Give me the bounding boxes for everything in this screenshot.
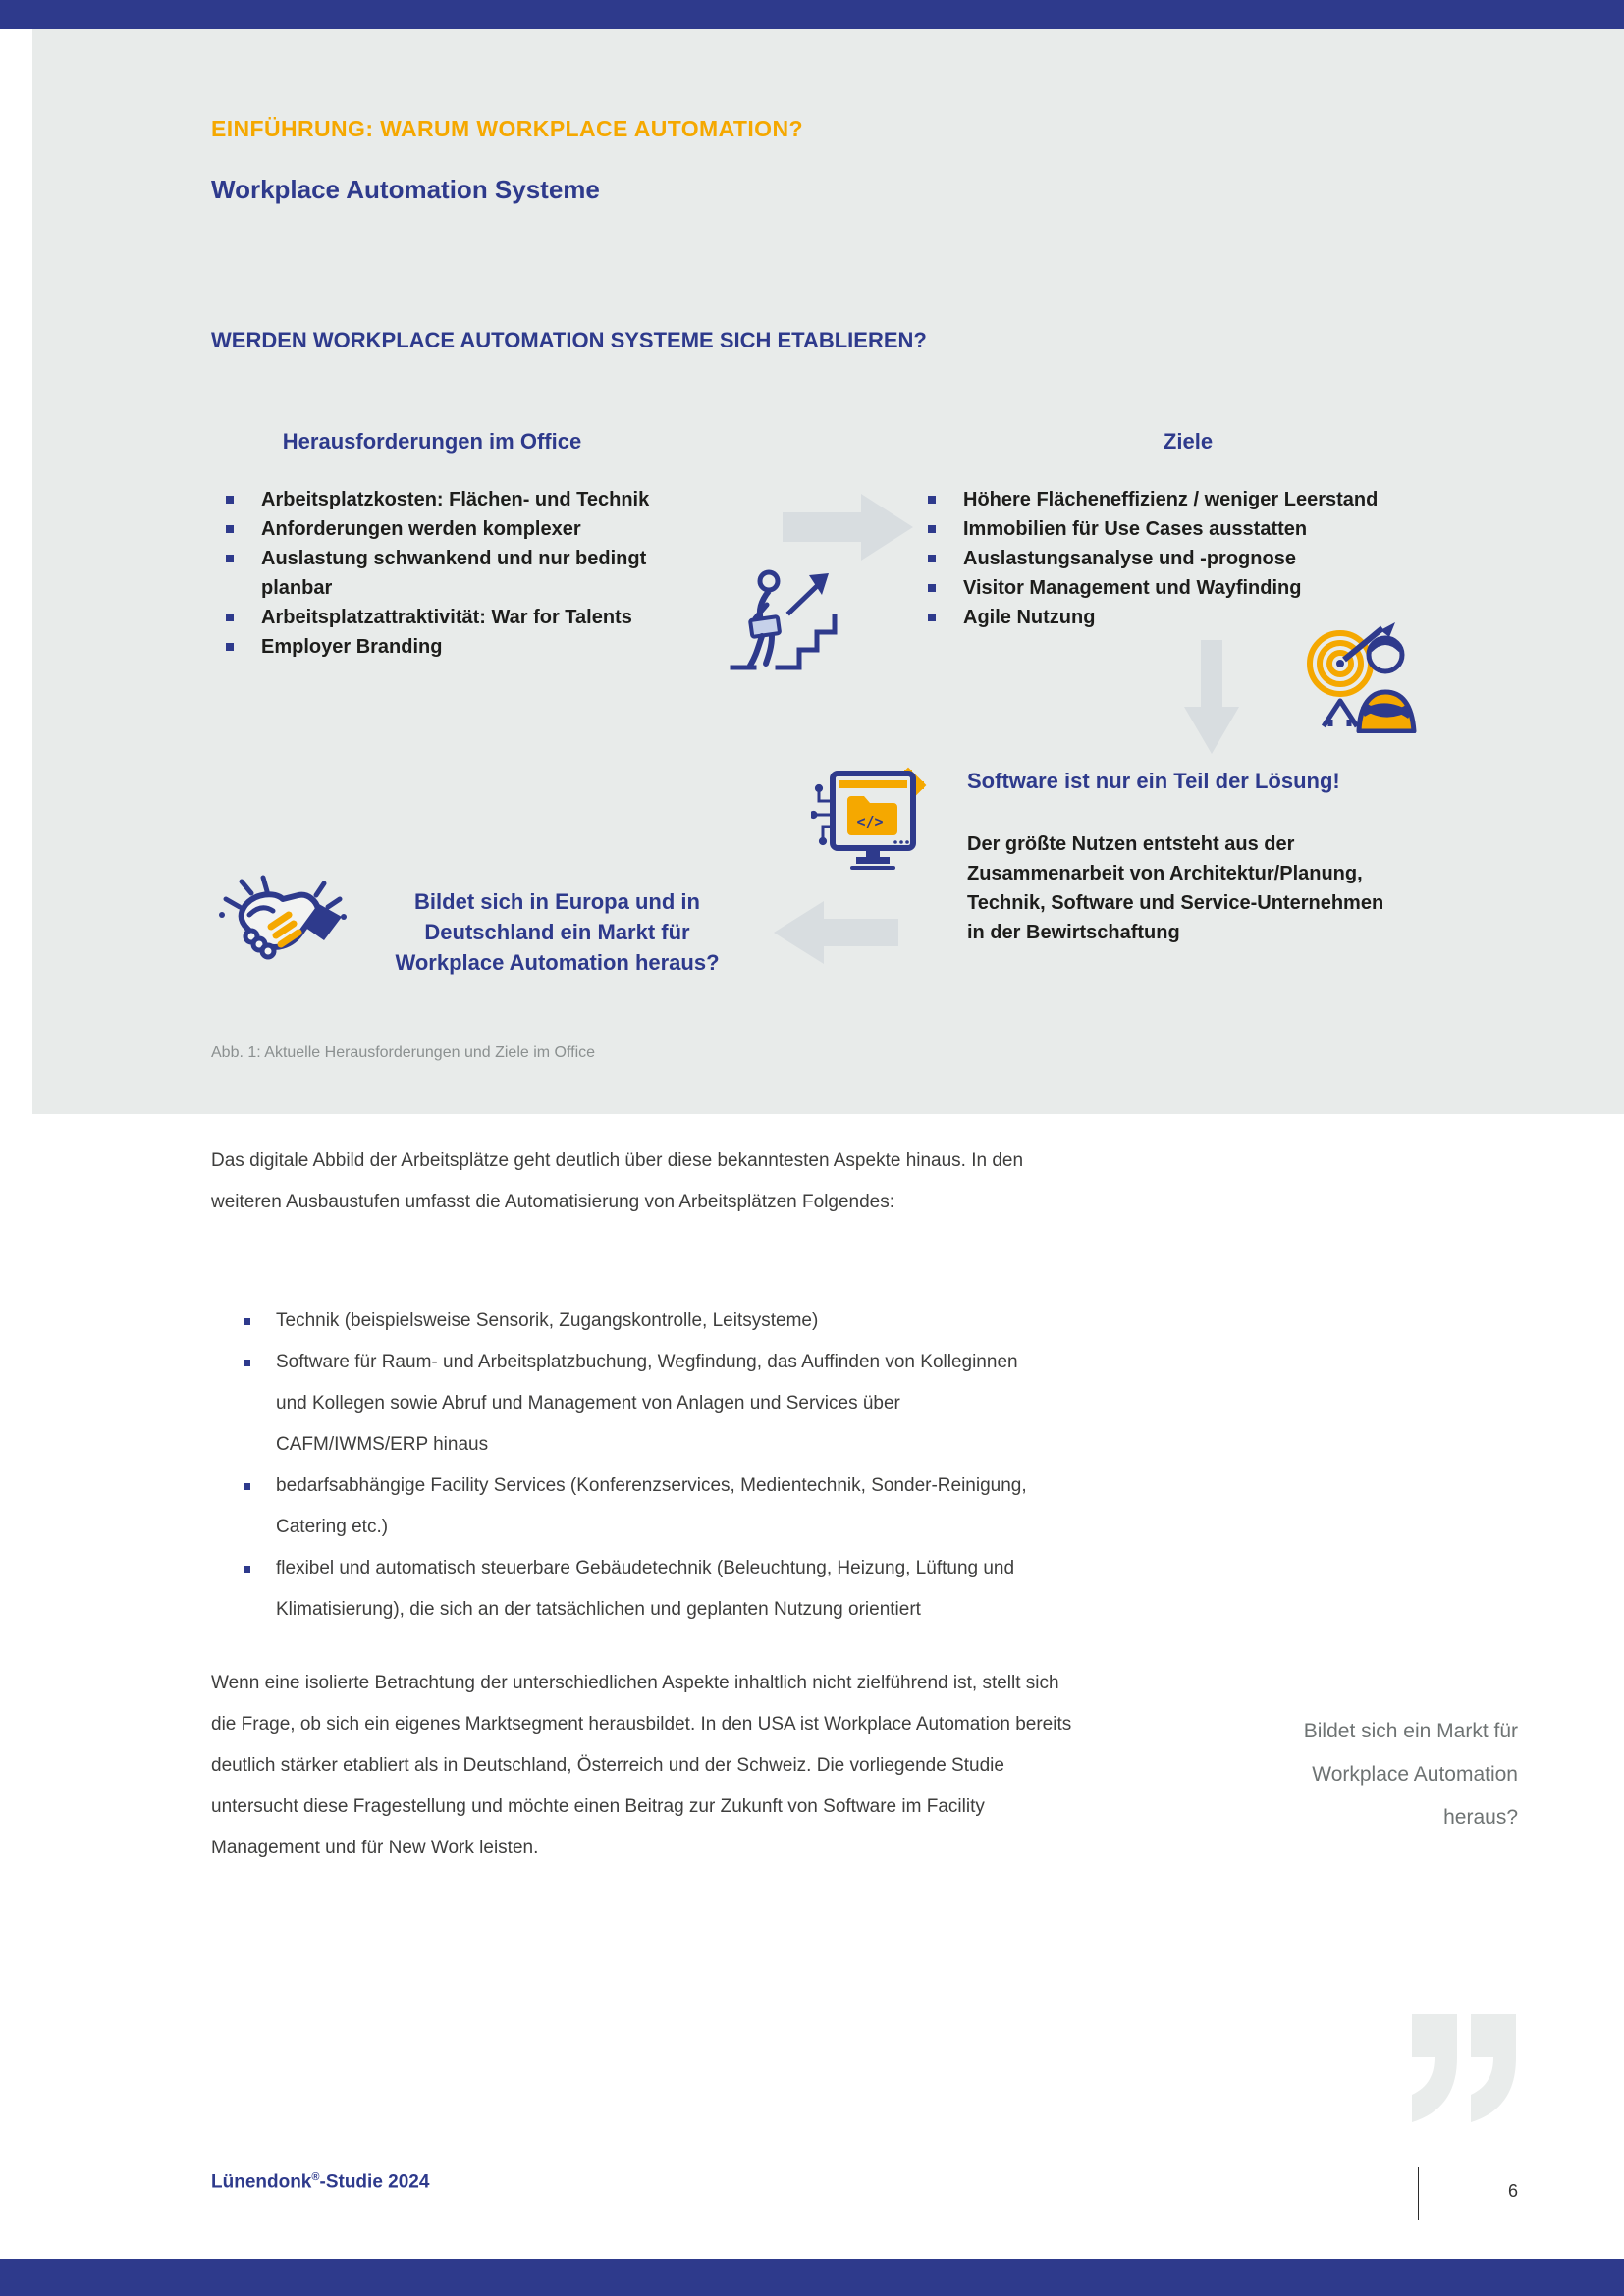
list-item-label: Höhere Flächeneffizienz / weniger Leerstand [963,489,1379,510]
bullet-square-icon [928,525,936,533]
body-paragraph-2: Wenn eine isolierte Betrachtung der unterschiedlichen Aspekte inhaltlich nicht zielführend ist, stellt sich die Frage, ob sich ein eigenes Marktsegment herausbildet. In den USA ist Workplace Automation bereits deutlich stärker etabliert als in Deutschland, Österreich und der Schweiz. Die vorliegende Studie untersucht diese Fragestellung und möchte einen Beitrag zur Zukunft von Software im Facility Management und für New Work leisten. [211,1673,1072,1858]
software-note-body: Der größte Nutzen entsteht aus der Zusammenarbeit von Architektur/Planung, Technik, Software und Service-Unternehmen in der Bewirtschaftung [967,833,1384,943]
list-item [928,573,1438,603]
brand-name: Lünendonk [211,2171,312,2193]
registered-mark: ® [311,2171,320,2183]
list-item [226,544,654,603]
bullet-square-icon [244,1566,250,1573]
body-bullet-list [244,1301,1029,1630]
list-item-label: Arbeitsplatzattraktivität: War for Talents [261,607,632,628]
goals-list [928,485,1438,632]
list-item-label: Agile Nutzung [963,607,1096,628]
bottom-brand-bar [0,2259,1624,2296]
list-item-label: Auslastung schwankend und nur bedingt planbar [261,548,647,599]
list-item [928,514,1438,544]
list-item [928,485,1438,514]
list-item-label: Auslastungsanalyse und -prognose [963,548,1296,569]
page-number: 6 [1507,2181,1518,2201]
bullet-square-icon [928,496,936,504]
bullet-square-icon [928,584,936,592]
figure-question-heading: WERDEN WORKPLACE AUTOMATION SYSTEME SICH ETABLIEREN? [211,328,927,352]
list-item [244,1466,1029,1548]
right-arrow-icon [783,494,913,561]
list-item-label: Visitor Management und Wayfinding [963,577,1302,599]
target-person-icon [1298,620,1423,733]
bullet-square-icon [244,1360,250,1366]
list-item-label: bedarfsabhängige Facility Services (Konferenzservices, Medientechnik, Sonder-Reinigung, Catering etc.) [276,1475,1027,1537]
top-brand-bar [0,0,1624,29]
bullet-square-icon [226,643,234,651]
list-item-label: flexibel und automatisch steuerbare Gebäudetechnik (Beleuchtung, Heizung, Lüftung und Klimatisierung), die sich an der tatsächlichen und geplanten Nutzung orientiert [276,1558,1015,1620]
list-item [226,485,654,514]
figure-caption: Abb. 1: Aktuelle Herausforderungen und Ziele im Office [211,1044,596,1061]
bullet-square-icon [928,614,936,621]
left-arrow-icon [774,901,898,964]
page-title: Workplace Automation Systeme [211,175,600,204]
bullet-square-icon [226,555,234,562]
svg-text:</>: </> [856,813,884,830]
column-heading-goals: Ziele [1163,429,1214,454]
column-heading-challenges: Herausforderungen im Office [282,429,582,454]
bullet-square-icon [244,1483,250,1490]
market-question: Bildet sich in Europa und in Deutschland ein Markt für Workplace Automation heraus? [395,889,720,975]
footer-study-label [211,2171,429,2193]
footer-separator [1418,2167,1419,2220]
list-item-label: Employer Branding [261,636,443,658]
challenges-list [226,485,654,662]
stairs-growth-icon [729,560,844,672]
list-item-label: Software für Raum- und Arbeitsplatzbuchung, Wegfindung, das Auffinden von Kolleginnen und Kollegen sowie Abruf und Management von Anlagen und Services über CAFM/IWMS/ERP hinaus [276,1352,1018,1455]
list-item [928,544,1438,573]
handshake-icon [216,872,349,982]
list-item [244,1548,1029,1630]
list-item-label: Anforderungen werden komplexer [261,518,581,540]
quote-mark-graphic [1412,2014,1522,2122]
list-item-label: Arbeitsplatzkosten: Flächen- und Technik [261,489,650,510]
list-item [244,1301,1029,1342]
bullet-square-icon [928,555,936,562]
list-item [226,603,654,632]
down-arrow-icon [1184,640,1239,754]
list-item [226,514,654,544]
monitor-code-icon [811,766,929,885]
section-kicker: EINFÜHRUNG: WARUM WORKPLACE AUTOMATION? [211,116,803,141]
bullet-square-icon [244,1318,250,1325]
list-item-label: Technik (beispielsweise Sensorik, Zugangskontrolle, Leitsysteme) [276,1310,819,1331]
list-item-label: Immobilien für Use Cases ausstatten [963,518,1308,540]
body-paragraph-1: Das digitale Abbild der Arbeitsplätze geht deutlich über diese bekanntesten Aspekte hinaus. In den weiteren Ausbaustufen umfasst die Automatisierung von Arbeitsplätzen Folgendes: [211,1150,1024,1212]
bullet-square-icon [226,614,234,621]
software-note-title: Software ist nur ein Teil der Lösung! [967,769,1340,793]
pull-quote: Bildet sich ein Markt für Workplace Automation heraus? [1303,1720,1518,1829]
list-item [244,1342,1029,1466]
bullet-square-icon [226,496,234,504]
bullet-square-icon [226,525,234,533]
list-item [226,632,654,662]
study-year: -Studie 2024 [319,2171,430,2193]
